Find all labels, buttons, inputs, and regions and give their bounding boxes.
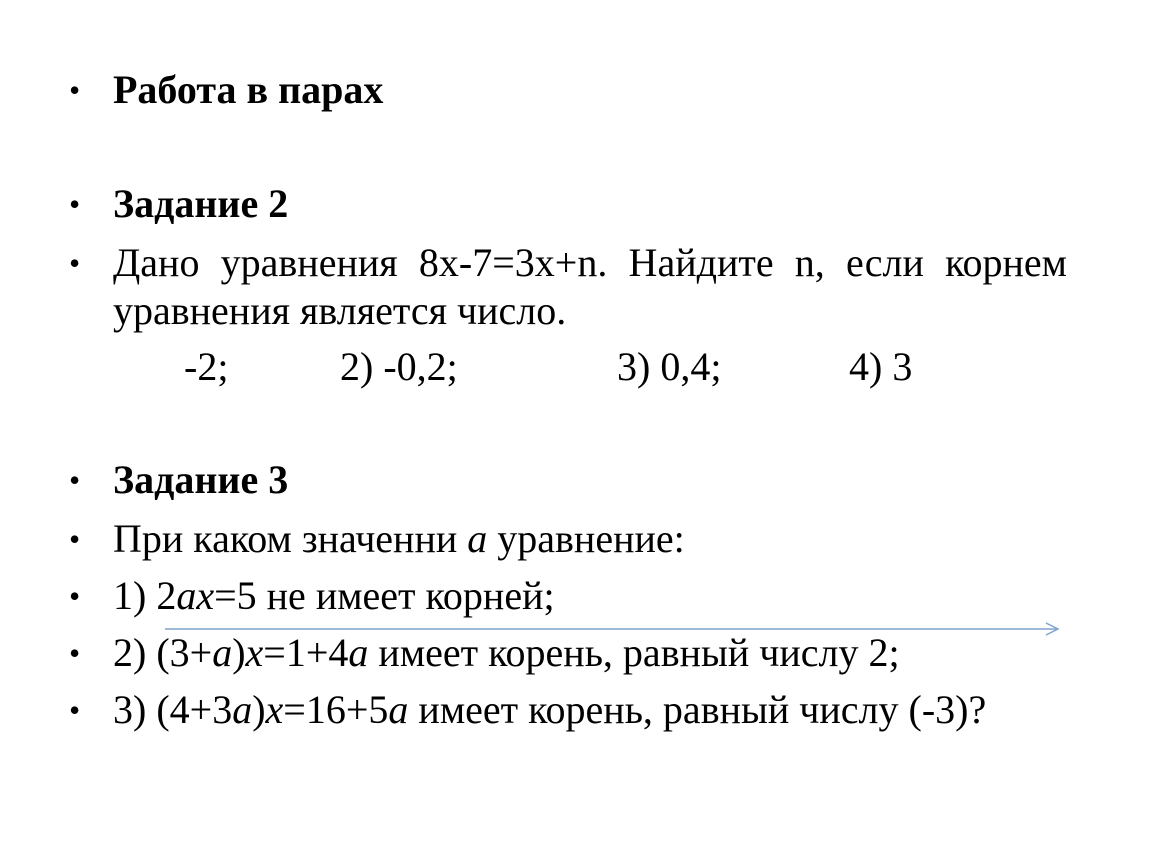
bullet: •: [69, 692, 81, 728]
item2-text: =1+4: [263, 630, 349, 675]
item1-variable: ax: [176, 573, 215, 618]
task2-statement-line2: уравнения является число.: [113, 288, 567, 333]
item2-text: ): [232, 630, 246, 675]
item3-text: имеет корень, равный числу (-3)?: [408, 687, 987, 732]
question-text-pre: При каком значенни: [113, 516, 468, 561]
item1-text: =5 не имеет корней;: [214, 573, 555, 618]
bullet: •: [69, 578, 81, 614]
item3-text: ): [252, 687, 266, 732]
bullet: •: [69, 462, 81, 498]
heading-pairs: Работа в парах: [113, 67, 384, 112]
task2-option-2: 2) -0,2;: [340, 344, 458, 389]
bullet: •: [69, 186, 81, 222]
bullet: •: [69, 635, 81, 671]
item2-variable: a: [348, 630, 369, 675]
item3-variable: x: [265, 687, 284, 732]
task2-option-3: 3) 0,4;: [617, 344, 722, 389]
item2-text: 2) (3+: [113, 630, 213, 675]
bullet: •: [69, 521, 81, 557]
task2-title: Задание 2: [113, 181, 289, 226]
task2-option-4: 4) 3: [849, 344, 913, 389]
item3-variable: a: [232, 687, 253, 732]
item3-text: =16+5: [283, 687, 389, 732]
item2-variable: a: [212, 630, 233, 675]
task2-option-1: -2;: [184, 344, 229, 389]
bullet: •: [69, 72, 81, 108]
question-text-post: уравнение:: [487, 516, 685, 561]
item3-text: 3) (4+3: [113, 687, 233, 732]
task2-statement-line1: Дано уравнения 8x-7=3x+n. Найдите n, если корнем: [113, 240, 1067, 285]
item1-text: 1) 2: [113, 573, 177, 618]
task3-title: Задание 3: [113, 457, 289, 502]
question-variable: a: [467, 516, 488, 561]
item2-text: имеет корень, равный числу 2;: [368, 630, 900, 675]
item3-variable: a: [388, 687, 409, 732]
item2-variable: x: [245, 630, 264, 675]
bullet: •: [69, 245, 81, 281]
